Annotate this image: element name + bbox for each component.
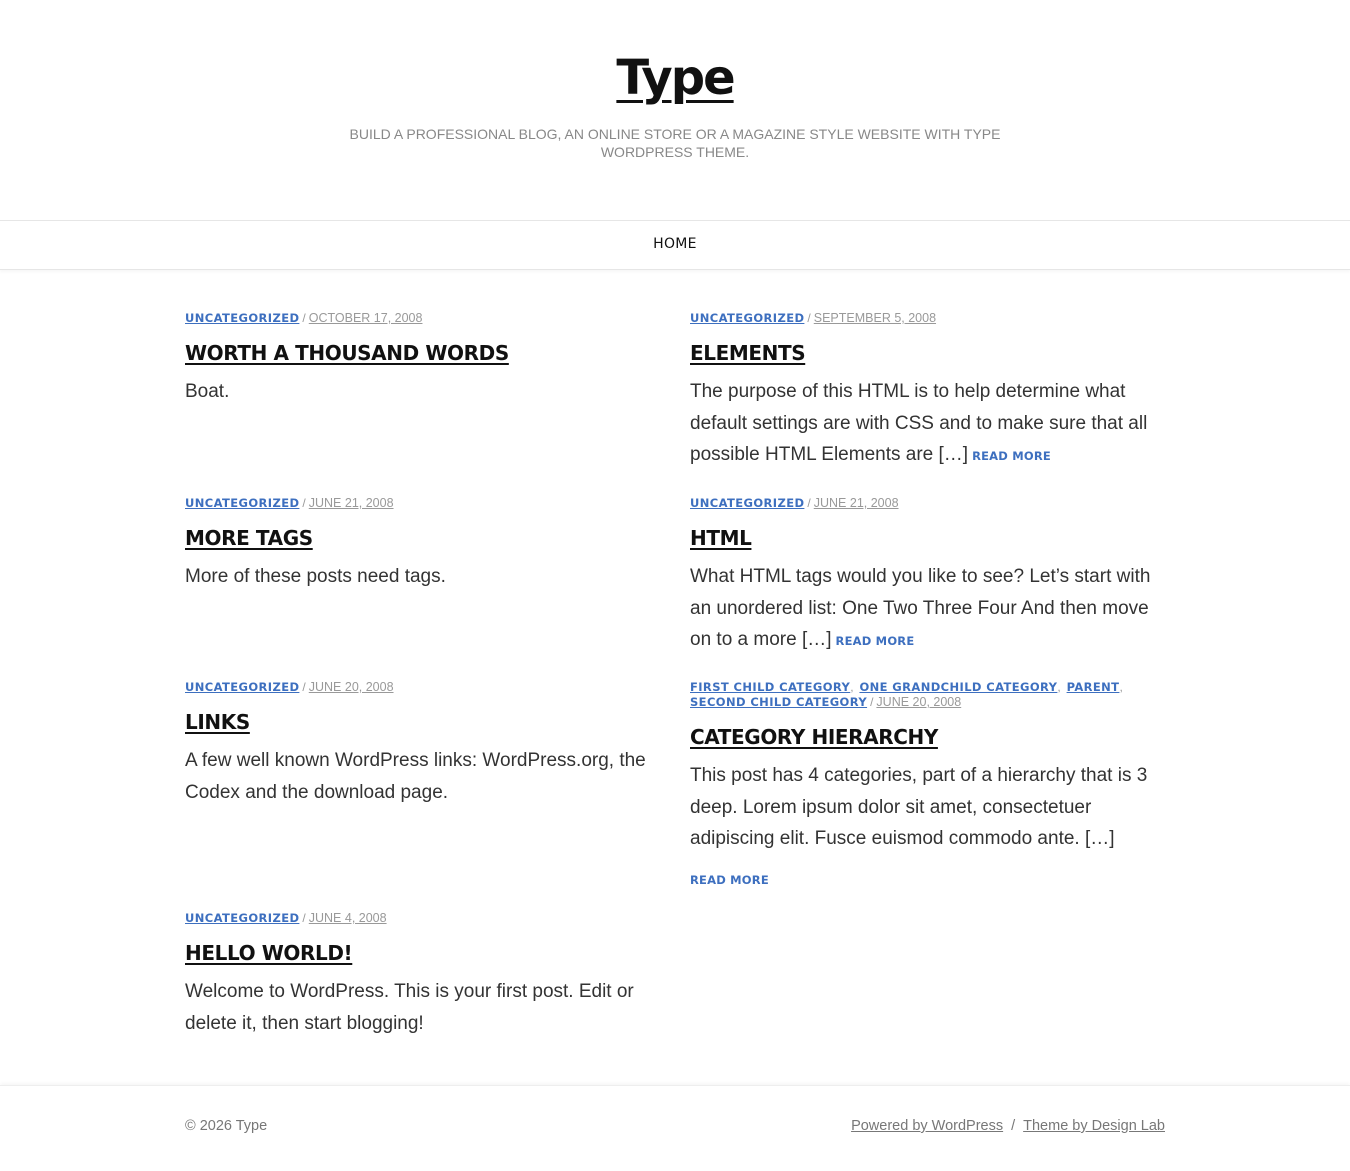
post-excerpt [185, 561, 665, 593]
post-card [185, 311, 665, 408]
post-title[interactable]: CATEGORY HIERARCHY [690, 725, 938, 749]
post-excerpt [185, 976, 665, 1039]
copyright-text: © 2026 Type [185, 1118, 268, 1134]
post-meta [185, 311, 665, 326]
meta-separator: / [302, 496, 306, 510]
theme-credit-link[interactable]: Theme by Design Lab [1023, 1118, 1165, 1134]
meta-comma: , [1057, 680, 1061, 694]
site-header [0, 0, 1350, 220]
meta-separator: / [870, 695, 874, 709]
post-card [185, 911, 665, 1039]
post-excerpt [185, 376, 665, 408]
post-meta [690, 680, 1170, 710]
category-link[interactable]: UNCATEGORIZED [185, 311, 300, 325]
post-excerpt [690, 760, 1170, 896]
read-more-link[interactable]: READ MORE [690, 872, 769, 887]
footer-separator: / [1011, 1118, 1016, 1134]
site-footer [0, 1085, 1350, 1171]
category-link[interactable]: FIRST CHILD CATEGORY [690, 680, 851, 694]
meta-separator: / [302, 311, 306, 325]
excerpt-text: More of these posts need tags. [185, 566, 446, 587]
excerpt-text: What HTML tags would you like to see? Let’s start with an unordered list: One Two Three Four And then move on to a more […] [690, 566, 1151, 650]
post-title[interactable]: HELLO WORLD! [185, 941, 353, 965]
meta-separator: / [807, 311, 811, 325]
category-link[interactable]: UNCATEGORIZED [185, 911, 300, 925]
powered-by-link[interactable]: Powered by WordPress [851, 1118, 1004, 1134]
post-date[interactable]: OCTOBER 17, 2008 [308, 311, 423, 325]
category-link[interactable]: UNCATEGORIZED [185, 680, 300, 694]
post-date[interactable]: SEPTEMBER 5, 2008 [813, 311, 937, 325]
main-navigation [0, 220, 1350, 270]
post-title[interactable]: LINKS [185, 710, 250, 734]
meta-separator: / [302, 911, 306, 925]
category-link[interactable]: UNCATEGORIZED [690, 496, 805, 510]
post-meta [690, 496, 1170, 511]
excerpt-text: A few well known WordPress links: WordPress.org, the Codex and the download page. [185, 750, 646, 803]
post-title[interactable]: MORE TAGS [185, 526, 313, 550]
post-card [690, 311, 1170, 473]
excerpt-text: The purpose of this HTML is to help determine what default settings are with CSS and to make sure that all possible HTML Elements are […] [690, 381, 1148, 465]
post-card [690, 680, 1170, 896]
footer-credits [851, 1118, 1165, 1134]
excerpt-text: Boat. [185, 381, 230, 402]
post-title[interactable]: HTML [690, 526, 752, 550]
category-link[interactable]: UNCATEGORIZED [690, 311, 805, 325]
category-link[interactable]: PARENT [1066, 680, 1120, 694]
post-card [185, 496, 665, 593]
meta-comma: , [1119, 680, 1123, 694]
post-meta [185, 680, 665, 695]
excerpt-text: This post has 4 categories, part of a hierarchy that is 3 deep. Lorem ipsum dolor sit amet, consectetuer adipiscing elit. Fusce euismod commodo ante. […] [690, 765, 1148, 849]
post-date[interactable]: JUNE 21, 2008 [813, 496, 899, 510]
post-excerpt [185, 745, 665, 808]
post-meta [690, 311, 1170, 326]
post-meta [185, 496, 665, 511]
post-excerpt [690, 561, 1170, 658]
meta-separator: / [302, 680, 306, 694]
post-date[interactable]: JUNE 21, 2008 [308, 496, 394, 510]
post-date[interactable]: JUNE 4, 2008 [308, 911, 387, 925]
post-meta [185, 911, 665, 926]
post-card [690, 496, 1170, 658]
meta-separator: / [807, 496, 811, 510]
category-link[interactable]: ONE GRANDCHILD CATEGORY [859, 680, 1058, 694]
post-date[interactable]: JUNE 20, 2008 [308, 680, 394, 694]
meta-comma: , [850, 680, 854, 694]
post-title[interactable]: ELEMENTS [690, 341, 806, 365]
post-excerpt [690, 376, 1170, 473]
read-more-link[interactable]: READ MORE [972, 449, 1051, 463]
category-link[interactable]: UNCATEGORIZED [185, 496, 300, 510]
site-description: BUILD A PROFESSIONAL BLOG, AN ONLINE STORE OR A MAGAZINE STYLE WEBSITE WITH TYPE WORDPRESS THEME. [349, 126, 1001, 160]
post-card [185, 680, 665, 808]
excerpt-text: Welcome to WordPress. This is your first post. Edit or delete it, then start blogging! [185, 981, 634, 1034]
post-date[interactable]: JUNE 20, 2008 [876, 695, 962, 709]
category-link[interactable]: SECOND CHILD CATEGORY [690, 695, 868, 709]
nav-item-home[interactable]: HOME [653, 236, 697, 252]
post-title[interactable]: WORTH A THOUSAND WORDS [185, 341, 509, 365]
read-more-link[interactable]: READ MORE [835, 634, 915, 648]
site-title[interactable]: Type [616, 50, 734, 106]
